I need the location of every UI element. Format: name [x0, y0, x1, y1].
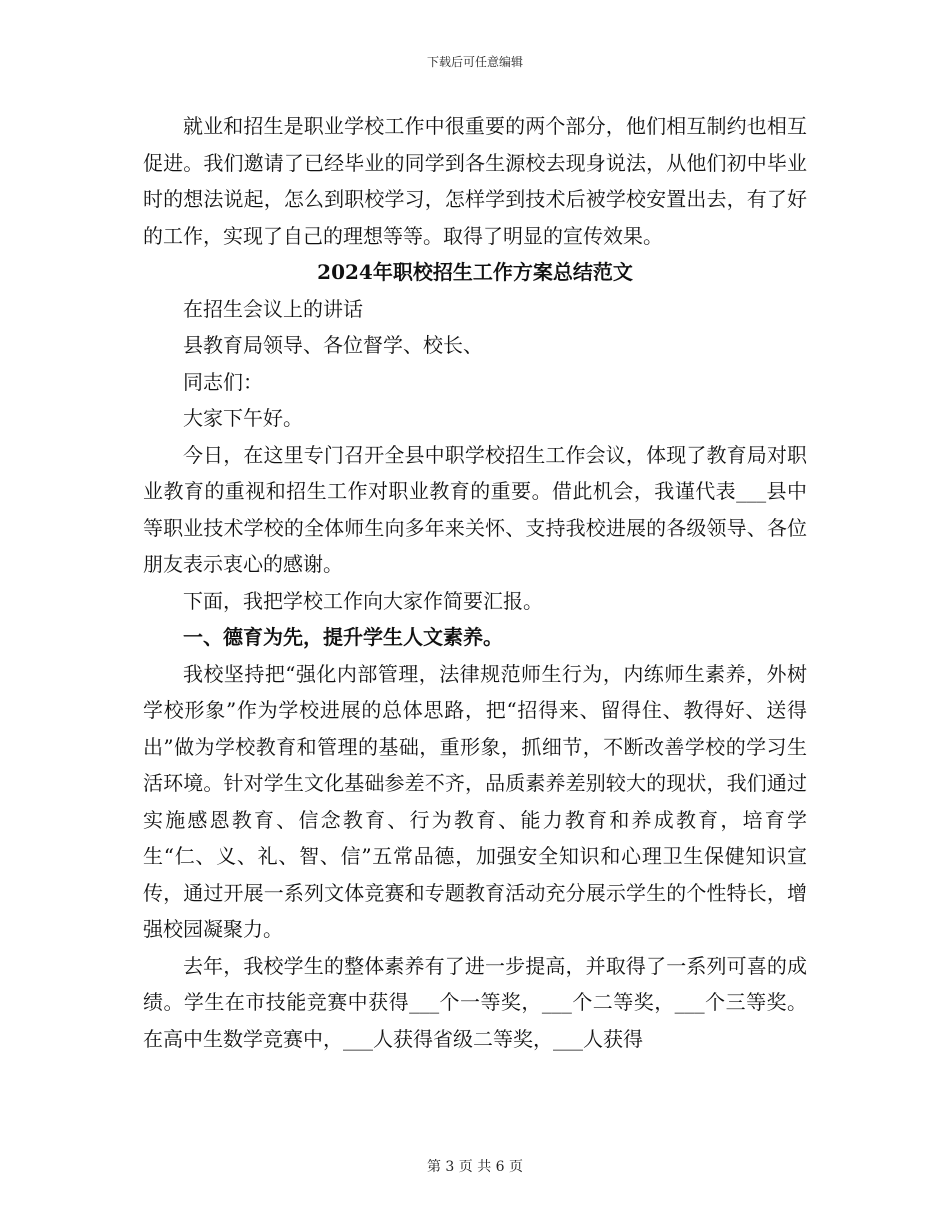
paragraph: 在招生会议上的讲话 — [183, 296, 363, 321]
paragraph: 同志们： — [183, 369, 263, 394]
paragraph: 去年，我校学生的整体素养有了进一步提高，并取得了一系列可喜的成绩。学生在市技能竞赛中获得___个一等奖，___个二等奖，___个三等奖。在高中生数学竞赛中，___人获得省级二等奖，___人获得 — [143, 953, 807, 1051]
section-heading: 一、德育为先，提升学生人文素养。 — [183, 625, 503, 649]
document-body — [143, 108, 807, 1057]
paragraph: 今日，在这里专门召开全县中职学校招生工作会议，体现了教育局对职业教育的重视和招生工作对职业教育的重要。借此机会，我谨代表___县中等职业技术学校的全体师生向多年来关怀、支持我校进展的各级领导、各位朋友表示衷心的感谢。 — [143, 442, 807, 576]
page-footer: 第 3 页 共 6 页 — [426, 1159, 524, 1175]
paragraph: 就业和招生是职业学校工作中很重要的两个部分，他们相互制约也相互促进。我们邀请了已经毕业的同学到各生源校去现身说法，从他们初中毕业时的想法说起，怎么到职校学习，怎样学到技术后被学校安置出去，有了好的工作，实现了自己的理想等等。取得了明显的宣传效果。 — [143, 114, 807, 248]
paragraph: 下面，我把学校工作向大家作简要汇报。 — [183, 588, 543, 613]
document-title: 2024年职校招生工作方案总结范文 — [317, 260, 633, 284]
paragraph: 大家下午好。 — [183, 406, 303, 430]
paragraph: 县教育局领导、各位督学、校长、 — [183, 333, 483, 357]
page-header: 下载后可任意编辑 — [426, 55, 523, 69]
paragraph: 我校坚持把“强化内部管理，法律规范师生行为，内练师生素养，外树学校形象”作为学校进展的总体思路，把“招得来、留得住、教得好、送得出”做为学校教育和管理的基础，重形象，抓细节，不断改善学校的学习生活环境。针对学生文化基础参差不齐，品质素养差别较大的现状，我们通过实施感恩教育、信念教育、行为教育、能力教育和养成教育，培育学生“仁、义、礼、智、信”五常品德，加强安全知识和心理卫生保健知识宣传，通过开展一系列文体竞赛和专题教育活动充分展示学生的个性特长，增强校园凝聚力。 — [143, 661, 807, 941]
